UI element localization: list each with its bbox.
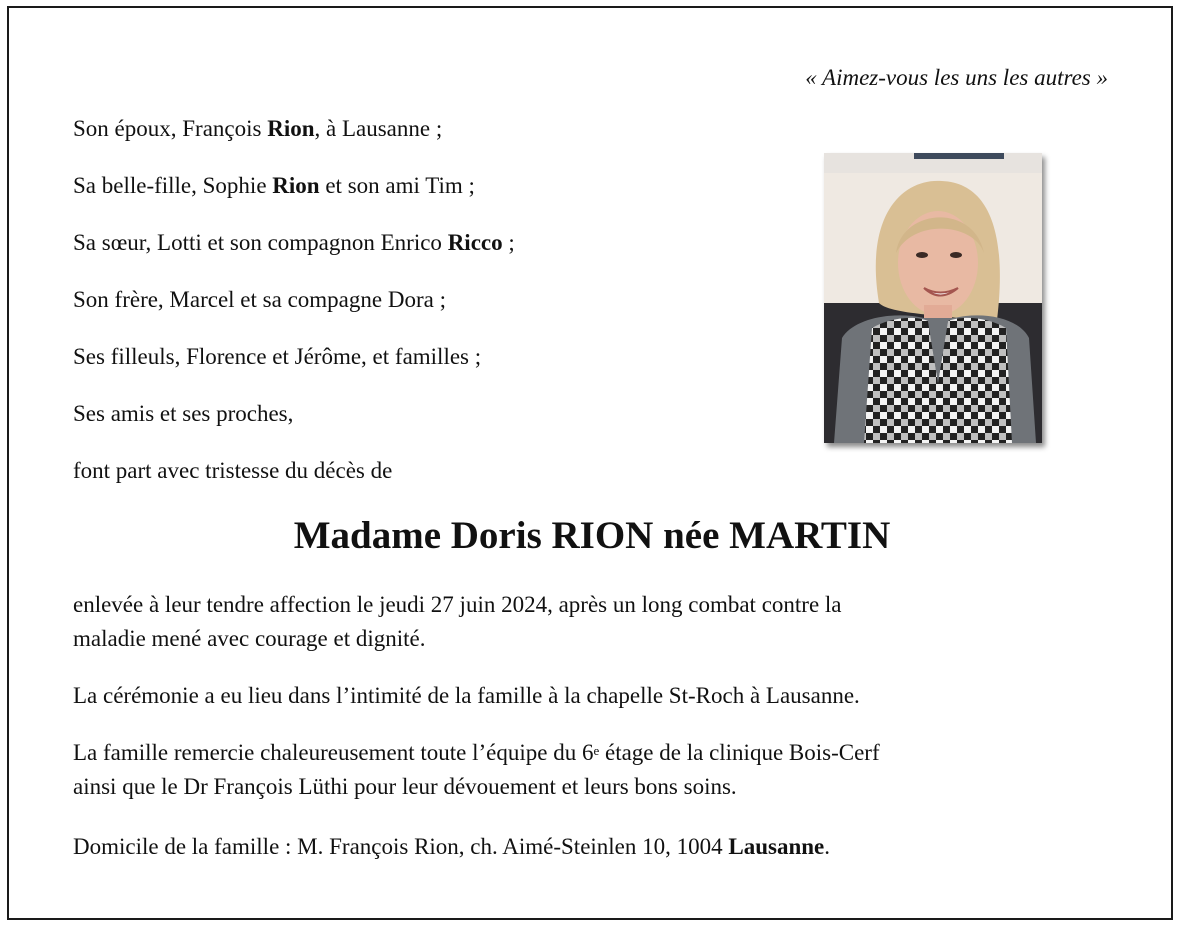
- ceremony-paragraph: La cérémonie a eu lieu dans l’intimité de la famille à la chapelle St-Roch à Lausanne.: [73, 683, 860, 708]
- intro-line: font part avec tristesse du décès de: [73, 458, 393, 483]
- family-line: Ses filleuls, Florence et Jérôme, et familles ;: [73, 344, 482, 369]
- notice-frame: [7, 6, 1173, 920]
- portrait-photo: [824, 153, 1042, 443]
- death-paragraph: enlevée à leur tendre affection le jeudi 27 juin 2024, après un long combat contre la maladie mené avec courage et dignité.: [73, 592, 842, 651]
- family-line: Sa belle-fille, Sophie Rion et son ami Tim ;: [73, 173, 475, 198]
- deceased-name: Madame Doris RION née MARTIN: [293, 514, 891, 557]
- motto: « Aimez-vous les uns les autres »: [805, 65, 1108, 90]
- family-line: Son époux, François Rion, à Lausanne ;: [73, 116, 443, 141]
- family-line: Sa sœur, Lotti et son compagnon Enrico Ricco ;: [73, 230, 515, 255]
- thanks-paragraph: La famille remercie chaleureusement toute l’équipe du 6e étage de la clinique Bois-Cerf ainsi que le Dr François Lüthi pour leur dévouement et leurs bons soins.: [73, 740, 880, 799]
- family-line: Ses amis et ses proches,: [73, 401, 294, 426]
- domicile-paragraph: Domicile de la famille : M. François Rion, ch. Aimé-Steinlen 10, 1004 Lausanne.: [73, 834, 831, 859]
- family-line: Son frère, Marcel et sa compagne Dora ;: [73, 287, 446, 312]
